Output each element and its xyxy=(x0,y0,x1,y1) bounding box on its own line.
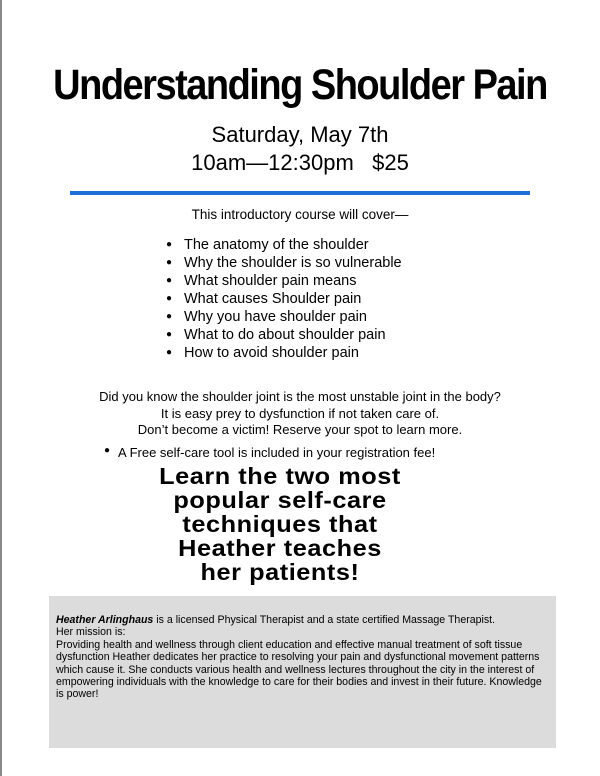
bullet-icon: ● xyxy=(166,311,173,322)
topic-list xyxy=(166,236,402,362)
teaser-line: It is easy prey to dysfunction if not taken care of. xyxy=(160,405,440,421)
list-item: ● What causes Shoulder pain xyxy=(166,291,362,307)
bio-intro xyxy=(56,614,550,626)
bullet-icon: ● xyxy=(166,257,173,268)
event-time-price: 10am—12:30pm $25 xyxy=(191,150,409,175)
list-item: ● What shoulder pain means xyxy=(166,273,357,289)
bullet-icon: ● xyxy=(166,293,173,304)
teaser-line: Don’t become a victim! Reserve your spot to learn more. xyxy=(137,422,463,437)
list-item: ● What to do about shoulder pain xyxy=(166,327,386,343)
blue-divider xyxy=(70,191,530,195)
flyer-title: Understanding Shoulder Pain xyxy=(53,62,547,110)
bullet-icon: ● xyxy=(166,275,173,286)
list-item: ● How to avoid shoulder pain xyxy=(166,345,359,361)
headline-line: techniques that xyxy=(182,511,378,537)
bullet-icon: ● xyxy=(166,329,173,340)
list-item: ● The anatomy of the shoulder xyxy=(166,237,369,253)
bio-body: Providing health and wellness through client education and effective manual treatment of soft tissue dysfunction Heather dedicates her practice to resolving your pain and dysfunctional movement patterns which cause it. She conducts various health and wellness lectures throughout the city in the interest of empowering individuals with the knowledge to care for their bodies and invest in their future. Knowledge is power! xyxy=(56,638,542,701)
free-tool-note: ● A Free self-care tool is included in your registration fee! xyxy=(104,445,436,460)
course-intro: This introductory course will cover— xyxy=(191,207,409,222)
headline-line: popular self-care xyxy=(173,487,387,513)
page-left-border xyxy=(0,0,2,776)
bullet-icon: ● xyxy=(166,347,173,358)
bio-box xyxy=(49,596,556,748)
bio-name: Heather Arlinghaus xyxy=(56,614,154,626)
headline xyxy=(130,464,430,584)
list-item: ● Why the shoulder is so vulnerable xyxy=(166,255,402,271)
list-item: ● Why you have shoulder pain xyxy=(166,309,367,325)
headline-line: Learn the two most xyxy=(159,463,401,489)
teaser-line: Did you know the shoulder joint is the most unstable joint in the body? xyxy=(99,389,501,404)
teaser-text xyxy=(0,389,600,439)
event-date: Saturday, May 7th xyxy=(211,122,389,147)
bullet-icon: ● xyxy=(104,445,111,456)
bio-mission-label: Her mission is: xyxy=(56,626,126,639)
headline-line: her patients! xyxy=(200,559,360,585)
headline-line: Heather teaches xyxy=(178,535,382,561)
bullet-icon: ● xyxy=(166,239,173,250)
bio-intro-text: is a licensed Physical Therapist and a state certified Massage Therapist. xyxy=(153,614,496,626)
